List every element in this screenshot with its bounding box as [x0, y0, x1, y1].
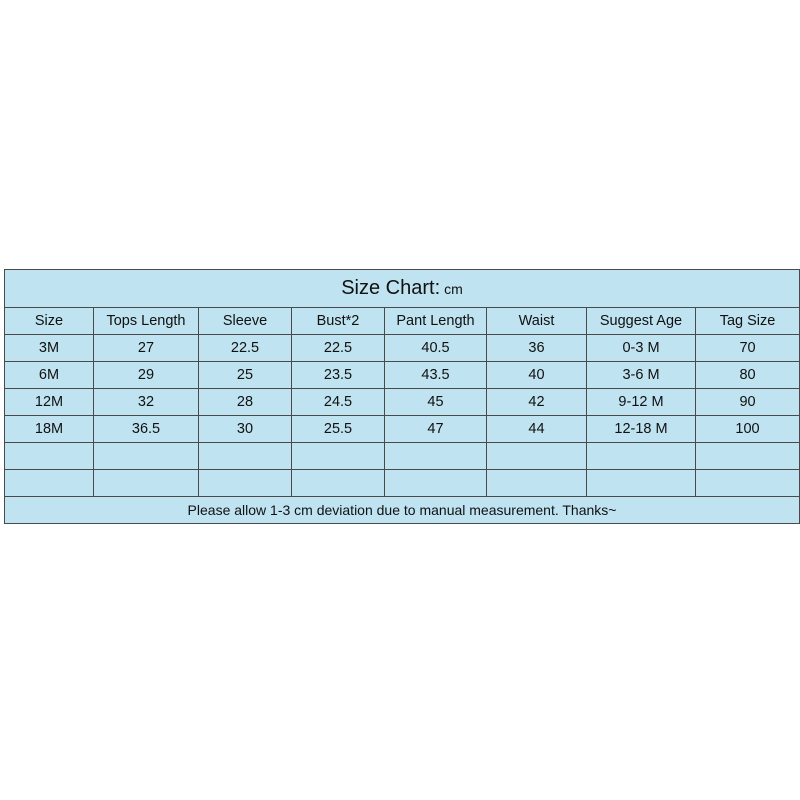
table-cell: 9-12 M — [587, 389, 696, 416]
empty-cell — [199, 443, 292, 470]
empty-cell — [94, 443, 199, 470]
empty-cell — [5, 470, 94, 497]
empty-cell — [292, 470, 385, 497]
table-cell: 45 — [385, 389, 487, 416]
empty-cell — [696, 443, 800, 470]
table-cell: 32 — [94, 389, 199, 416]
empty-cell — [385, 470, 487, 497]
column-header: Bust*2 — [292, 308, 385, 335]
empty-cell — [587, 470, 696, 497]
empty-cell — [94, 470, 199, 497]
table-row — [5, 416, 800, 443]
column-header: Size — [5, 308, 94, 335]
table-cell: 6M — [5, 362, 94, 389]
table-cell: 42 — [487, 389, 587, 416]
table-cell: 22.5 — [199, 335, 292, 362]
chart-title-text: Size Chart — [341, 277, 435, 299]
empty-cell — [199, 470, 292, 497]
empty-cell — [696, 470, 800, 497]
table-cell: 22.5 — [292, 335, 385, 362]
chart-title — [5, 270, 800, 308]
chart-title-separator: : — [434, 277, 441, 299]
column-header: Suggest Age — [587, 308, 696, 335]
table-cell: 25.5 — [292, 416, 385, 443]
column-header: Tag Size — [696, 308, 800, 335]
table-cell: 70 — [696, 335, 800, 362]
empty-cell — [487, 443, 587, 470]
table-cell: 36 — [487, 335, 587, 362]
title-row — [5, 270, 800, 308]
footer-row — [5, 497, 800, 524]
empty-cell — [5, 443, 94, 470]
header-row — [5, 308, 800, 335]
empty-row — [5, 443, 800, 470]
table-cell: 44 — [487, 416, 587, 443]
chart-unit-label: cm — [444, 281, 463, 297]
table-cell: 80 — [696, 362, 800, 389]
table-cell: 28 — [199, 389, 292, 416]
table-cell: 43.5 — [385, 362, 487, 389]
table-cell: 23.5 — [292, 362, 385, 389]
empty-cell — [487, 470, 587, 497]
table-cell: 25 — [199, 362, 292, 389]
empty-cell — [292, 443, 385, 470]
table-row — [5, 362, 800, 389]
table-row — [5, 389, 800, 416]
table-cell: 47 — [385, 416, 487, 443]
empty-cell — [385, 443, 487, 470]
table-cell: 27 — [94, 335, 199, 362]
table-cell: 18M — [5, 416, 94, 443]
table-cell: 29 — [94, 362, 199, 389]
column-header: Tops Length — [94, 308, 199, 335]
table-cell: 40.5 — [385, 335, 487, 362]
table-cell: 40 — [487, 362, 587, 389]
footer-note: Please allow 1-3 cm deviation due to manual measurement. Thanks~ — [5, 497, 800, 524]
table-cell: 0-3 M — [587, 335, 696, 362]
table-cell: 3M — [5, 335, 94, 362]
empty-cell — [587, 443, 696, 470]
table-cell: 24.5 — [292, 389, 385, 416]
table-cell: 36.5 — [94, 416, 199, 443]
table-cell: 30 — [199, 416, 292, 443]
table-cell: 12-18 M — [587, 416, 696, 443]
table-row — [5, 335, 800, 362]
table-cell: 90 — [696, 389, 800, 416]
column-header: Waist — [487, 308, 587, 335]
size-chart-table — [4, 269, 800, 524]
empty-row — [5, 470, 800, 497]
column-header: Pant Length — [385, 308, 487, 335]
table-cell: 3-6 M — [587, 362, 696, 389]
column-header: Sleeve — [199, 308, 292, 335]
table-cell: 12M — [5, 389, 94, 416]
table-cell: 100 — [696, 416, 800, 443]
